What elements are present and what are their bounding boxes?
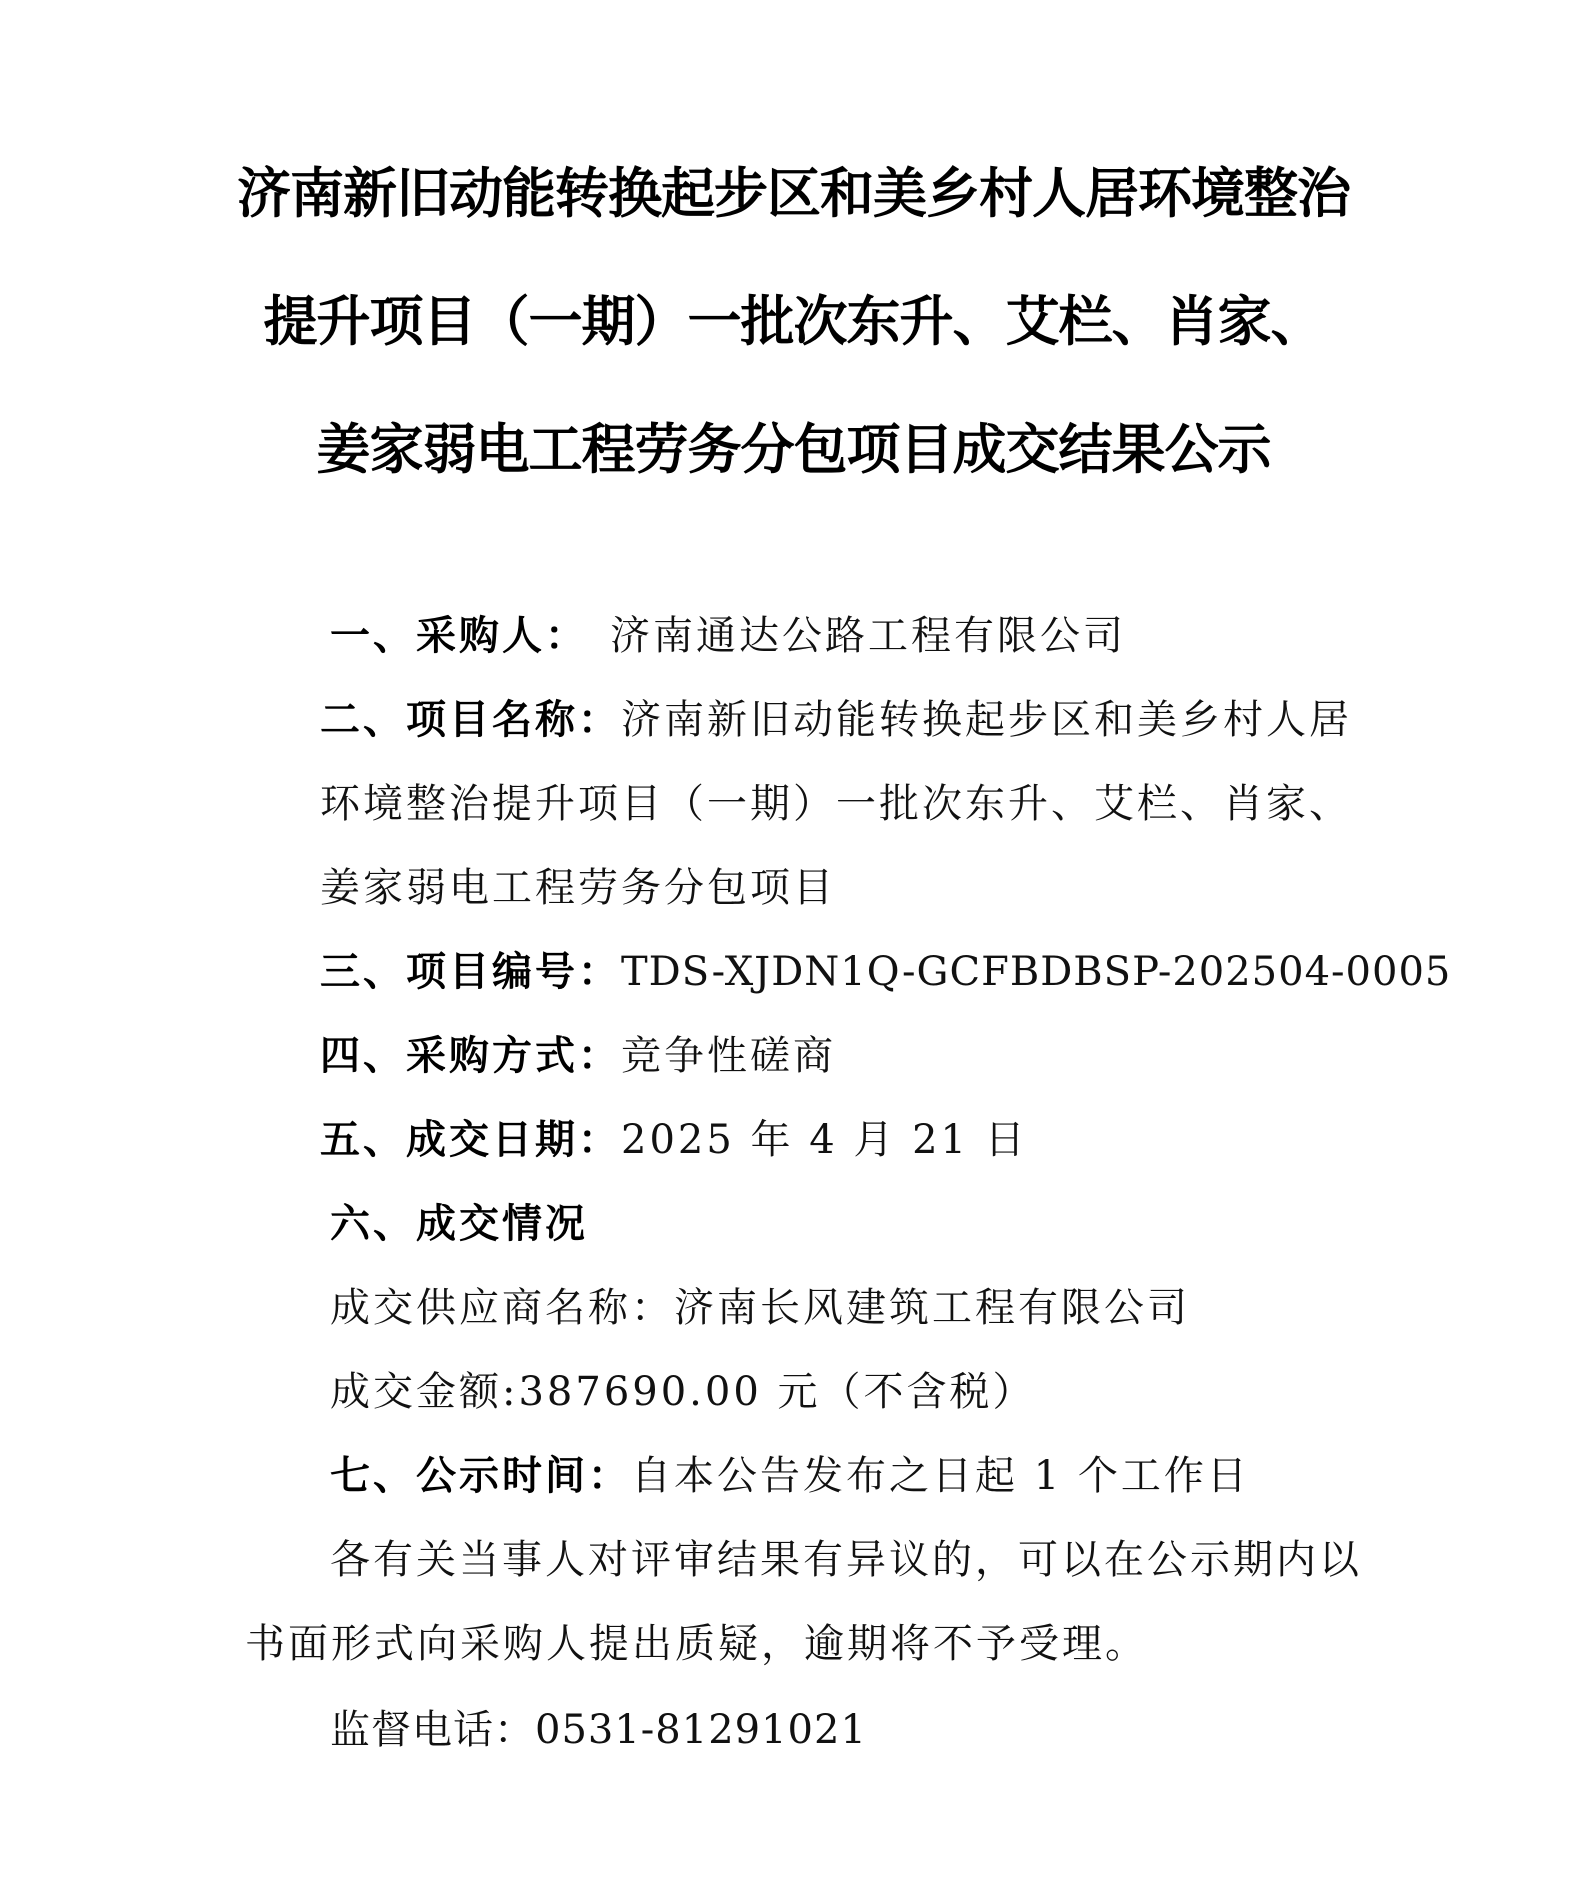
project-name-row [320,693,1352,747]
publicity-time-label: 七、公示时间： [330,1452,631,1499]
deal-date-label: 五、成交日期： [320,1116,621,1163]
project-name-value-2: 环境整治提升项目（一期）一批次东升、艾栏、肖家、 [320,781,1352,827]
deal-supplier: 成交供应商名称：济南长风建筑工程有限公司 [330,1285,1190,1331]
title-line-1: 济南新旧动能转换起步区和美乡村人居环境整治 [237,161,1350,225]
publicity-time-row [330,1449,1250,1503]
purchaser-row [330,609,1126,663]
title-line-3: 姜家弱电工程劳务分包项目成交结果公示 [316,417,1271,481]
deal-date-row [320,1113,1028,1167]
publicity-time-value: 自本公告发布之日起 1 个工作日 [631,1453,1250,1499]
project-number-row [320,945,1451,999]
supervision-phone: 监督电话：0531-81291021 [330,1707,867,1753]
deal-date-value: 2025 年 4 月 21 日 [621,1117,1028,1163]
deal-amount: 成交金额:387690.00 元（不含税） [330,1369,1036,1415]
deal-info-heading [330,1197,588,1251]
project-name-value-1: 济南新旧动能转换起步区和美乡村人居 [621,697,1352,743]
deal-info-label: 六、成交情况 [330,1200,588,1247]
notice-line-1: 各有关当事人对评审结果有异议的，可以在公示期内以 [330,1537,1362,1583]
title-line-2: 提升项目（一期）一批次东升、艾栏、肖家、 [263,289,1324,353]
project-number-label: 三、项目编号： [320,948,621,995]
project-name-label: 二、项目名称： [320,696,621,743]
project-name-value-3: 姜家弱电工程劳务分包项目 [320,865,836,911]
project-number-value: TDS-XJDN1Q-GCFBDBSP-202504-0005 [621,949,1452,995]
purchaser-label: 一、采购人： [330,612,588,659]
procurement-method-label: 四、采购方式： [320,1032,621,1079]
procurement-method-value: 竞争性磋商 [621,1033,836,1079]
notice-line-2: 书面形式向采购人提出质疑，逾期将不予受理。 [245,1621,1148,1667]
procurement-method-row [320,1029,836,1083]
purchaser-value: 济南通达公路工程有限公司 [610,613,1126,659]
